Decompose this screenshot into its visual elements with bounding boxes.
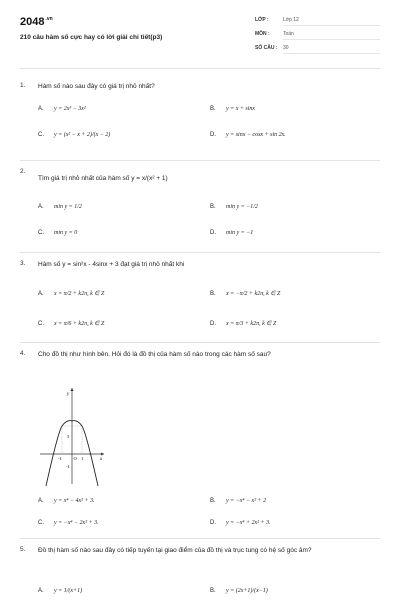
option-c[interactable]: C. y = −x⁴ − 2x² + 3. [38,520,99,526]
divider [20,68,380,69]
meta-class: LỚP : Lớp 12 [255,17,380,27]
document-header [0,0,400,68]
divider [20,538,380,539]
origin-label: O [73,456,77,461]
question-number: 3. [20,260,26,267]
option-a[interactable]: A. x = π/2 + k2π, k ∈ Z [38,291,105,297]
tick-y-neg1: -1 [66,464,70,469]
document-title: 210 câu hàm số cực hay có lời giải chi tiết(p3) [20,34,163,41]
option-c[interactable]: C. x = π/6 + k2π, k ∈ Z [38,321,105,327]
option-a[interactable]: A. min y = 1/2 [38,204,82,210]
option-b[interactable]: B. x = −π/2 + k2π, k ∈ Z [210,291,281,297]
question-2 [20,168,380,246]
option-b[interactable]: B. y = −x⁴ − x² + 2 [210,498,267,504]
meta-question-count: SỐ CÂU : 30 [255,45,380,55]
question-text: Hàm số y = sin²x - 4sinx + 3 đạt giá trị nhỏ nhất khi [38,261,185,268]
divider [20,252,380,253]
question-text: Tìm giá trị nhỏ nhất của hàm số y = x/(x² + 1) [38,175,168,182]
x-axis-arrow-icon [101,453,104,456]
question-1 [20,82,380,152]
y-axis-arrow-icon [71,388,74,391]
question-number: 5. [20,546,26,553]
site-logo[interactable]: $2048^{.vn}$ [20,16,53,28]
question-number: 4. [20,350,26,357]
option-d[interactable]: D. min y = −1 [210,230,254,236]
y-label: y [67,392,70,397]
question-number: 1. [20,82,26,89]
meta-subject: MÔN : Toán [255,31,380,41]
option-d[interactable]: D. y = sinx − cosx + sin 2x. [210,132,286,138]
question-text: Đồ thị hàm số nào sau đây có tiếp tuyến tại giao điểm của đồ thị và trục tung có hệ số góc âm? [38,547,312,554]
tick-neg1: -1 [58,456,62,461]
option-c[interactable]: C. y = (x² − x + 2)/(x − 2) [38,132,111,138]
question-5 [20,546,380,600]
question-3 [20,260,380,336]
divider [20,160,380,161]
question-text: Cho đồ thị như hình bên. Hỏi đó là đồ thị của hàm số nào trong các hàm số sau? [38,351,271,358]
question-text: Hàm số nào sau đây có giá trị nhỏ nhất? [38,83,155,90]
option-c[interactable]: C. min y = 0 [38,230,78,236]
option-a[interactable]: A. y = x⁴ − 4x² + 3. [38,498,95,504]
option-d[interactable]: D. y = −x⁴ + 2x² + 3. [210,520,271,526]
option-a[interactable]: A. y = 2x³ − 3x² [38,106,86,112]
function-graph [40,386,106,486]
question-number: 2. [20,168,26,175]
option-b[interactable]: B. y = (2x+1)/(x−1) [210,588,268,594]
option-b[interactable]: B. y = x + sinx [210,106,256,112]
divider [20,342,380,343]
option-b[interactable]: B. min y = −1/2 [210,204,258,210]
tick-3: 3 [67,434,70,439]
x-label: x [100,457,103,462]
option-d[interactable]: D. x = π/3 + k2π, k ∈ Z [210,321,277,327]
option-a[interactable]: A. y = 1/(x+1) [38,588,83,594]
tick-1: 1 [81,456,84,461]
